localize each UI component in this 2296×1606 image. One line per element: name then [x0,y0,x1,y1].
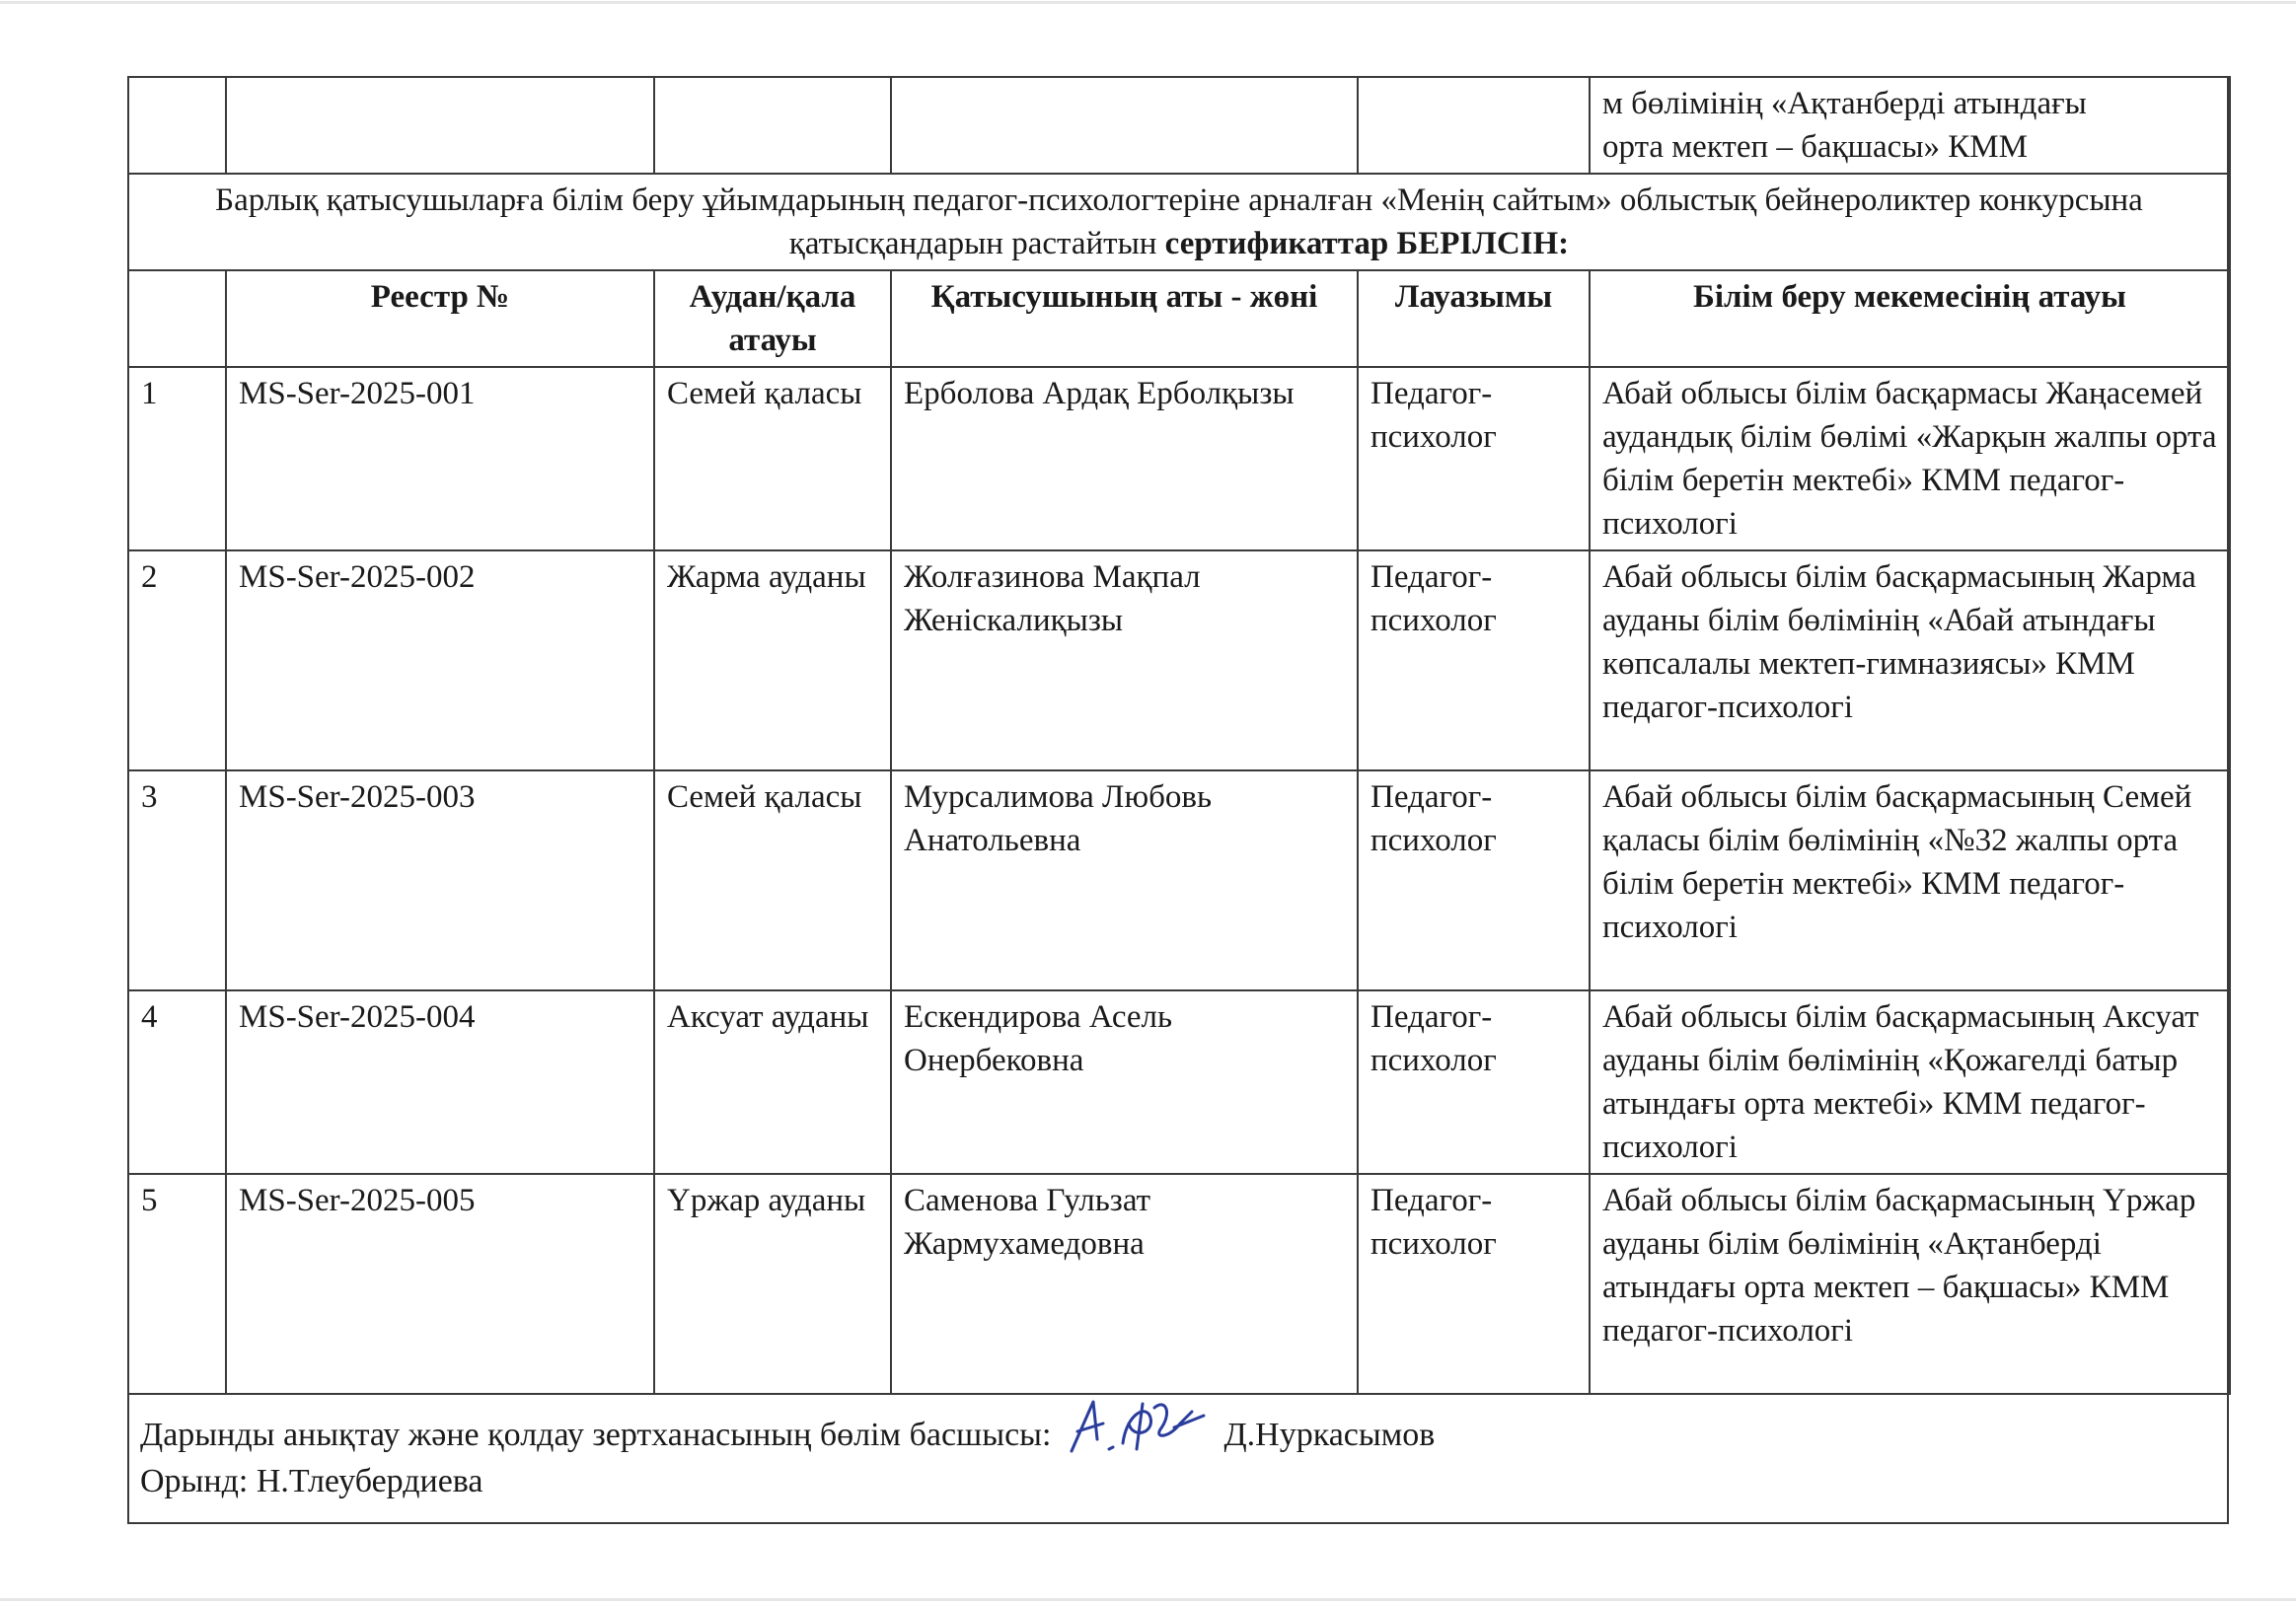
head-label: Дарынды анықтау және қолдау зертханасының бөлім басшысы: [140,1417,1052,1453]
school-name: Абай облысы білім басқармасының Жарма ауданы білім бөлімінің «Абай атындағы көпсалалы мектеп-гимназиясы» КММ педагог-психологі [1590,550,2230,770]
position: Педагог-психолог [1358,367,1590,550]
school-name: Абай облысы білім басқармасының Аксуат ауданы білім бөлімінің «Қожагелді батыр атындағы орта мектебі» КММ педагог-психологі [1590,990,2230,1174]
continued-line-2: орта мектеп – бақшасы» КММ [1602,129,2028,165]
participant-name: Ерболова Ардақ Ерболқызы [891,367,1358,550]
cell-empty [128,77,226,174]
cell-empty [226,77,654,174]
row-number: 1 [128,367,226,550]
district: Жарма ауданы [654,550,891,770]
position: Педагог-психолог [1358,770,1590,990]
header-row [128,270,2230,367]
banner-bold-text: сертификаттар БЕРІЛСІН: [1164,226,1570,261]
continued-line-1: м бөлімінің «Ақтанберді атындағы [1602,86,2087,121]
cell-empty [1358,77,1590,174]
header-participant: Қатысушының аты - жөні [891,270,1358,367]
certificate-table [127,76,2231,1395]
participant-name: Мурсалимова Любовь Анатольевна [891,770,1358,990]
table-row [128,770,2230,990]
cell-empty [891,77,1358,174]
registry-number: MS-Ser-2025-001 [226,367,654,550]
row-number: 5 [128,1174,226,1394]
scan-line-top [0,1,2296,4]
header-school: Білім беру мекемесінің атауы [1590,270,2230,367]
registry-number: MS-Ser-2025-002 [226,550,654,770]
header-district: Аудан/қала атауы [654,270,891,367]
header-empty [128,270,226,367]
position: Педагог-психолог [1358,1174,1590,1394]
head-signature-line [140,1394,1435,1459]
signature-block [140,1394,1435,1504]
school-name: Абай облысы білім басқармасының Семей қаласы білім бөлімінің «№32 жалпы орта білім беретін мектебі» КММ педагог-психологі [1590,770,2230,990]
handwritten-signature [1064,1394,1212,1459]
row-number: 4 [128,990,226,1174]
scan-line-bottom [0,1598,2296,1601]
banner-cell [128,174,2230,270]
district: Аксуат ауданы [654,990,891,1174]
registry-number: MS-Ser-2025-003 [226,770,654,990]
table-row [128,550,2230,770]
row-number: 3 [128,770,226,990]
banner-text: Барлық қатысушыларға білім беру ұйымдарының педагог-психологтеріне арналған «Менің сайтым» облыстық бейнероликтер конкурсына қатысқандарын растайтын [215,182,2143,261]
position: Педагог-психолог [1358,990,1590,1174]
header-registry: Реестр № [226,270,654,367]
school-name: Абай облысы білім басқармасы Жаңасемей аудандық білім бөлімі «Жарқын жалпы орта білім беретін мектебі» КММ педагог-психологі [1590,367,2230,550]
table-row [128,1174,2230,1394]
banner-row [128,174,2230,270]
cell-empty [654,77,891,174]
row-number: 2 [128,550,226,770]
executor-line: Орынд: Н.Тлеубердиева [140,1463,483,1499]
registry-number: MS-Ser-2025-004 [226,990,654,1174]
participant-name: Жолғазинова Мақпал Женіскалиқызы [891,550,1358,770]
participant-name: Саменова Гульзат Жармухамедовна [891,1174,1358,1394]
continued-row [128,77,2230,174]
head-name: Д.Нуркасымов [1223,1417,1436,1453]
header-position: Лауазымы [1358,270,1590,367]
district: Семей қаласы [654,367,891,550]
registry-number: MS-Ser-2025-005 [226,1174,654,1394]
position: Педагог-психолог [1358,550,1590,770]
continued-school-cell [1590,77,2230,174]
district: Семей қаласы [654,770,891,990]
school-name: Абай облысы білім басқармасының Үржар ауданы білім бөлімінің «Ақтанберді атындағы орта мектеп – бақшасы» КММ педагог-психологі [1590,1174,2230,1394]
table-row [128,990,2230,1174]
district: Үржар ауданы [654,1174,891,1394]
participant-name: Ескендирова Асель Онербековна [891,990,1358,1174]
table-row [128,367,2230,550]
